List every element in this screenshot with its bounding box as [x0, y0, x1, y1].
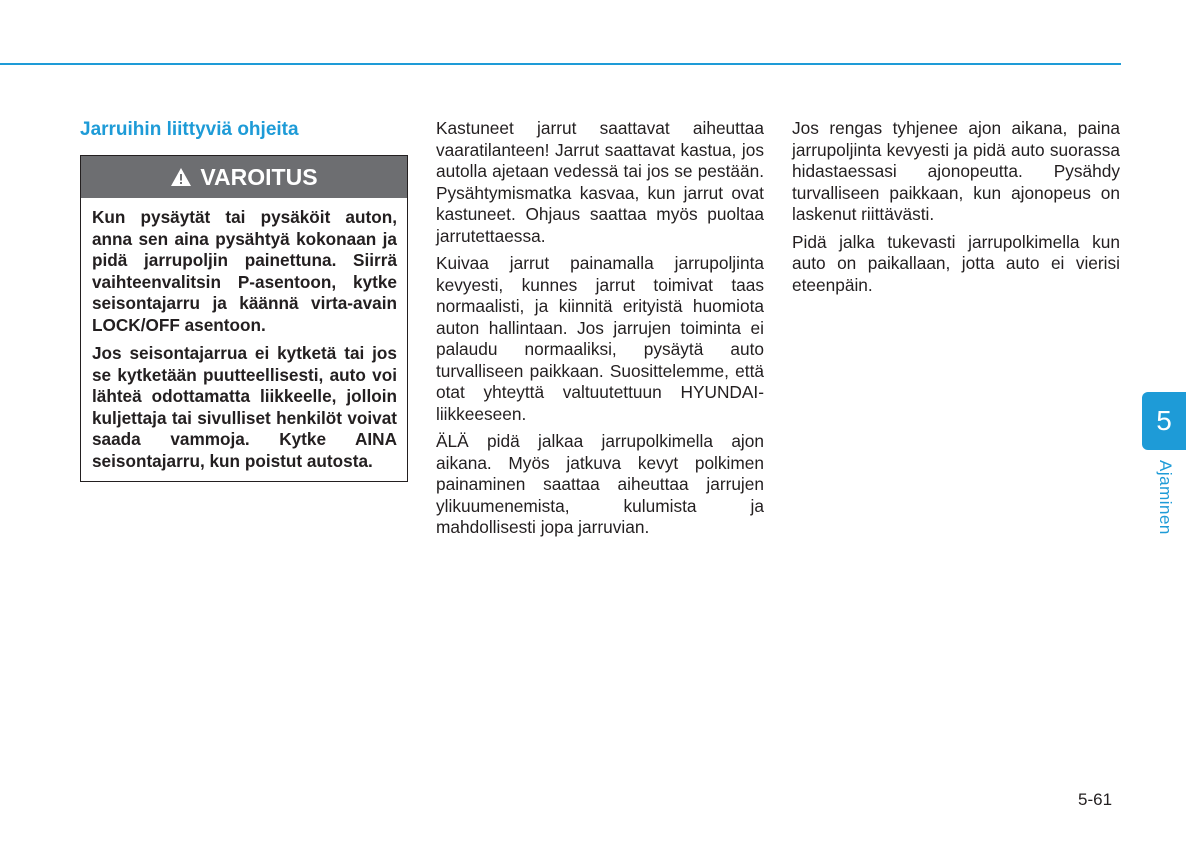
warning-triangle-icon	[170, 167, 192, 187]
warning-header	[81, 156, 407, 198]
right-column	[792, 118, 1120, 302]
body-paragraph: Jos rengas tyhjenee ajon aikana, paina jarrupoljinta kevyesti ja pidä auto suorassa hidastaessasi ajonopeutta. Pysähdy turvalliseen paikkaan, kun ajonopeus on laskenut riittävästi.	[792, 118, 1120, 224]
chapter-name: Ajaminen	[1156, 460, 1175, 535]
warning-paragraph: Jos seisontajarrua ei kytketä tai jos se kytketään puutteellisesti, auto voi lähteä odottamatta liikkeelle, jolloin kuljettaja tai sivulliset henkilöt voivat saada vammoja. Kytke AINA seisontajarru, kun poistut autosta.	[92, 343, 397, 471]
body-paragraph: Kuivaa jarrut painamalla jarrupoljinta kevyesti, kunnes jarrut toimivat taas normaalisti, ja kiinnitä erityistä huomiota auton hallintaan. Jos jarrujen toiminta ei palaudu normaaliksi, pysäytä auto turvalliseen paikkaan. Suosittelemme, että otat yhteyttä valtuutettuun HYUNDAI-liikkeeseen.	[436, 253, 764, 424]
body-paragraph: Kastuneet jarrut saattavat aiheuttaa vaaratilanteen! Jarrut saattavat kastua, jos autolla ajetaan vedessä tai jos se pestään. Pysähtymismatka kasvaa, kun jarrut ovat kastuneet. Ohjaus saattaa myös puoltaa jarrutettaessa.	[436, 118, 764, 246]
warning-paragraph: Kun pysäytät tai pysäköit auton, anna sen aina pysähtyä kokonaan ja pidä jarrupoljin painettuna. Siirrä vaihteenvalitsin P-asentoon, kytke seisontajarru ja käännä virta-avain LOCK/OFF asentoon.	[92, 207, 397, 335]
warning-body	[81, 198, 407, 481]
middle-column	[436, 118, 764, 545]
body-paragraph: Pidä jalka tukevasti jarrupolkimella kun auto on paikallaan, jotta auto ei vierisi eteenpäin.	[792, 231, 1120, 295]
section-title: Jarruihin liittyviä ohjeita	[80, 119, 299, 140]
warning-title: VAROITUS	[200, 163, 318, 190]
page-number: 5-61	[1078, 790, 1113, 809]
chapter-tab: 5	[1142, 392, 1186, 450]
warning-box	[80, 155, 408, 482]
body-paragraph: ÄLÄ pidä jalkaa jarrupolkimella ajon aikana. Myös jatkuva kevyt polkimen painaminen saattaa aiheuttaa jarrujen ylikuumenemista, kulumista ja mahdollisesti jopa jarruvian.	[436, 431, 764, 537]
top-rule	[0, 63, 1121, 65]
left-column	[80, 118, 408, 482]
